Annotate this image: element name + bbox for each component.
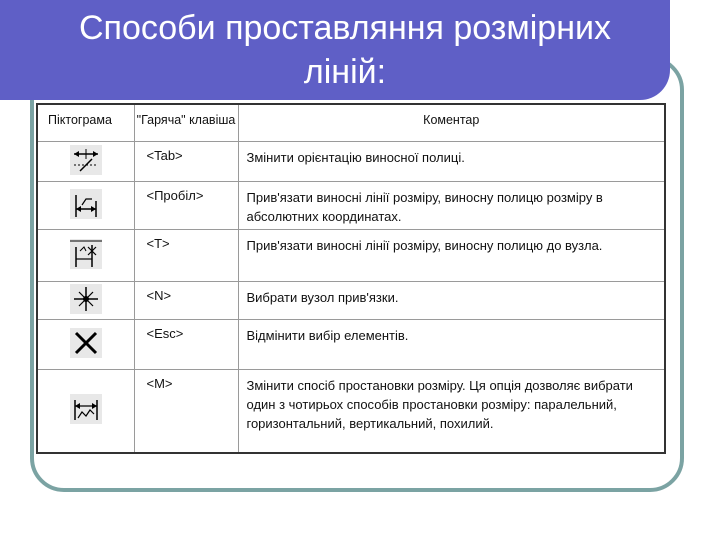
- hotkeys-table: [36, 103, 666, 454]
- comment-cell: Вибрати вузол прив'язки.: [238, 281, 665, 319]
- select-node-icon: [70, 284, 102, 314]
- table-row: [37, 319, 665, 369]
- header-icon: Піктограма: [37, 104, 134, 141]
- table-row: [37, 181, 665, 229]
- absolute-coords-icon: [70, 189, 102, 219]
- slide-title-line-1: Способи проставляння розмірних: [79, 9, 611, 47]
- slide-title: [0, 6, 690, 94]
- cancel-x-icon: [70, 328, 102, 358]
- hotkey-cell: <M>: [134, 369, 238, 453]
- hotkey-cell: <T>: [134, 229, 238, 281]
- table-header-row: [37, 104, 665, 141]
- table-row: [37, 141, 665, 181]
- comment-cell: Змінити орієнтацію виносної полиці.: [238, 141, 665, 181]
- node-bind-icon: [70, 239, 102, 269]
- icon-cell: [37, 281, 134, 319]
- header-hotkey: "Гаряча" клавіша: [134, 104, 238, 141]
- dimension-mode-icon: [70, 394, 102, 424]
- icon-cell: [37, 319, 134, 369]
- comment-cell: Відмінити вибір елементів.: [238, 319, 665, 369]
- icon-cell: [37, 141, 134, 181]
- hotkey-cell: <Tab>: [134, 141, 238, 181]
- hotkey-cell: <Esc>: [134, 319, 238, 369]
- icon-cell: [37, 229, 134, 281]
- icon-cell: [37, 369, 134, 453]
- icon-cell: [37, 181, 134, 229]
- table-row: [37, 369, 665, 453]
- orientation-flip-icon: [70, 145, 102, 175]
- table-row: [37, 229, 665, 281]
- comment-cell: Змінити спосіб простановки розміру. Ця опція дозволяє вибрати один з чотирьох способів простановки розміру: паралельний, горизонтальний, вертикальний, похилий.: [238, 369, 665, 453]
- header-comment: Коментар: [238, 104, 665, 141]
- comment-cell: Прив'язати виносні лінії розміру, виносну полицю розміру в абсолютних координатах.: [238, 181, 665, 229]
- table-row: [37, 281, 665, 319]
- hotkey-cell: <N>: [134, 281, 238, 319]
- comment-cell: Прив'язати виносні лінії розміру, виносну полицю до вузла.: [238, 229, 665, 281]
- slide-title-line-2: ліній:: [303, 53, 387, 91]
- hotkey-cell: <Пробіл>: [134, 181, 238, 229]
